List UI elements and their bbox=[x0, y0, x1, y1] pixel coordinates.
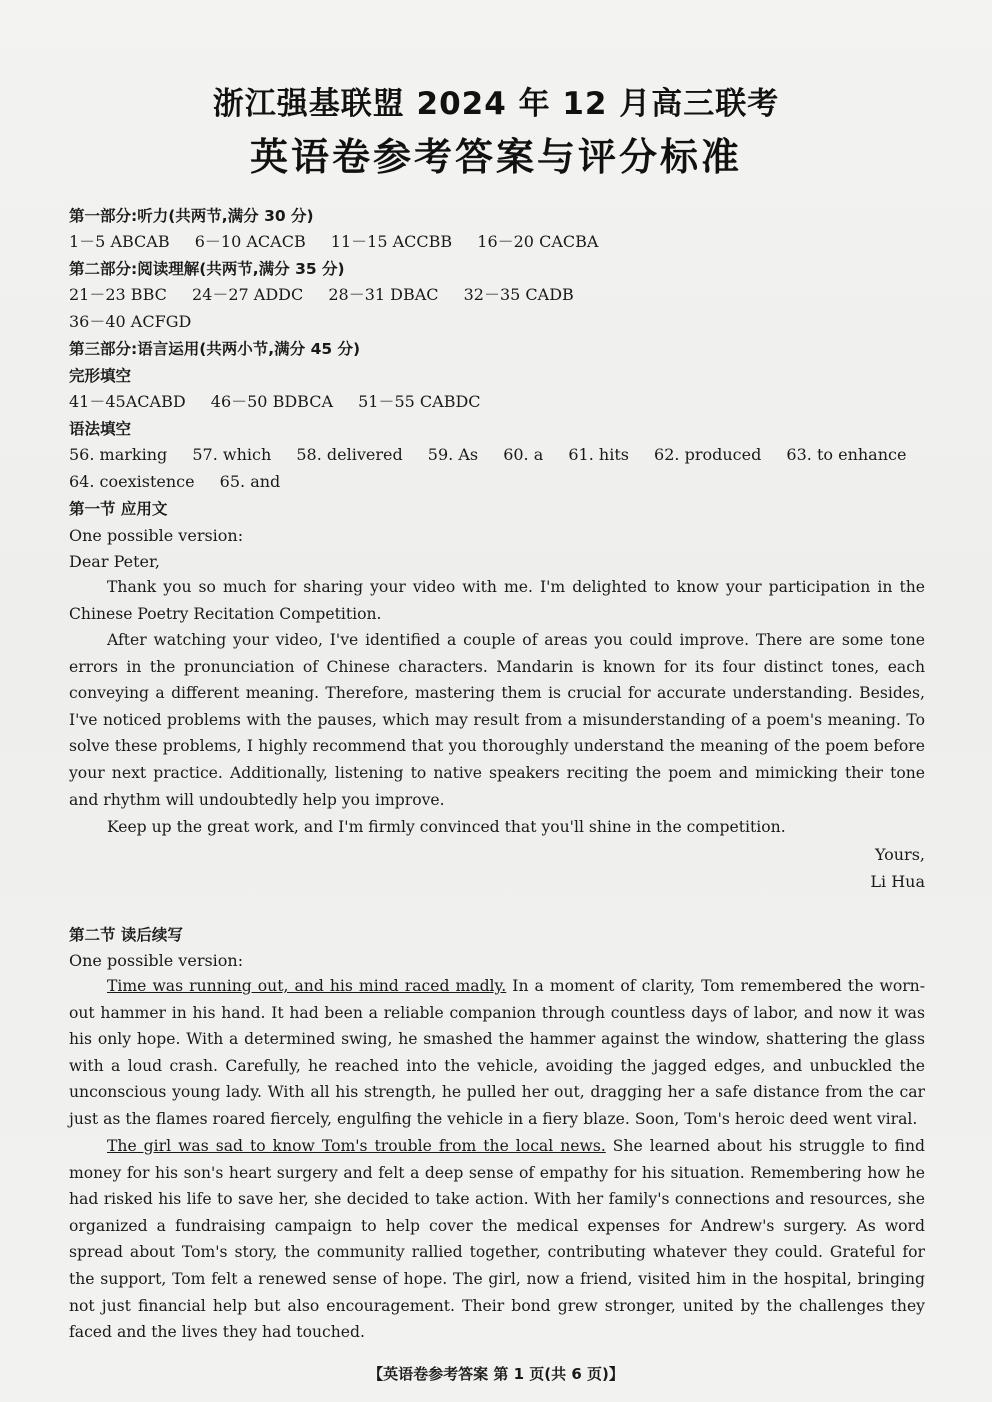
answer-group: 11－15 ACCBB bbox=[330, 232, 453, 251]
answer-item: 64. coexistence bbox=[69, 472, 195, 491]
letter-greeting: Dear Peter, bbox=[69, 552, 160, 571]
section2-heading: 第二节 读后续写 bbox=[69, 926, 183, 944]
answer-item: 60. a bbox=[503, 445, 544, 464]
answer-group: 46－50 BDBCA bbox=[210, 392, 334, 411]
cloze-heading: 完形填空 bbox=[69, 367, 132, 385]
section1-intro: One possible version: bbox=[69, 526, 244, 545]
answer-group: 24－27 ADDC bbox=[191, 285, 304, 304]
answer-group: 51－55 CABDC bbox=[358, 392, 481, 411]
part2-heading: 第二部分:阅读理解(共两节,满分 35 分) bbox=[69, 260, 345, 278]
answer-group: 21－23 BBC bbox=[69, 285, 167, 304]
answer-group: 28－31 DBAC bbox=[328, 285, 439, 304]
given-opening-sentence: The girl was sad to know Tom's trouble from the local news. bbox=[107, 1137, 606, 1155]
part2-answers-row2 bbox=[69, 312, 929, 332]
letter-paragraph: After watching your video, I've identified a couple of areas you could improve. There are some tone errors in the pronunciation of Chinese characters. Mandarin is known for its four distinct tones, each conveying a different meaning. Therefore, mastering them is crucial for accurate understanding. Besides, I've noticed problems with the pauses, which may result from a misunderstanding of a poem's meaning. To solve these problems, I highly recommend that you thoroughly understand the meaning of the poem before your next practice. Additionally, listening to native speakers reciting the poem and mimicking their tone and rhythm will undoubtedly help you improve. bbox=[69, 631, 925, 809]
story-paragraph-2 bbox=[69, 1133, 925, 1346]
part2-answers-row1 bbox=[69, 285, 929, 305]
answer-group: 41－45ACABD bbox=[69, 392, 186, 411]
answer-item: 56. marking bbox=[69, 445, 168, 464]
answer-item: 58. delivered bbox=[296, 445, 403, 464]
letter-paragraph: Thank you so much for sharing your video with me. I'm delighted to know your participation in the Chinese Poetry Recitation Competition. bbox=[69, 578, 925, 623]
letter-paragraph: Keep up the great work, and I'm firmly convinced that you'll shine in the competition. bbox=[107, 818, 786, 836]
story-text: She learned about his struggle to find money for his son's heart surgery and felt a deep sense of empathy for his situation. Remembering how he had risked his life to save her, she decided to take action. With her family's connections and resources, she organized a fundraising campaign to help cover the medical expenses for Andrew's surgery. As word spread about Tom's story, the community rallied together, contributing whatever they could. Grateful for the support, Tom felt a renewed sense of hope. The girl, now a friend, visited him in the hospital, bringing not just financial help but also encouragement. Their bond grew stronger, united by the challenges they faced and the lives they had touched. bbox=[69, 1137, 925, 1342]
document-title: 英语卷参考答案与评分标准 bbox=[249, 135, 742, 179]
exam-title: 浙江强基联盟 2024 年 12 月高三联考 bbox=[212, 86, 780, 122]
section1-heading: 第一节 应用文 bbox=[69, 500, 168, 518]
answer-group: 36－40 ACFGD bbox=[69, 312, 192, 331]
story-paragraph-1 bbox=[69, 973, 925, 1133]
part1-answers bbox=[69, 232, 929, 252]
grammar-answers-row1 bbox=[69, 445, 929, 465]
part3-heading: 第三部分:语言运用(共两小节,满分 45 分) bbox=[69, 340, 361, 358]
answer-item: 65. and bbox=[219, 472, 281, 491]
answer-item: 59. As bbox=[427, 445, 479, 464]
answer-item: 57. which bbox=[192, 445, 272, 464]
answer-group: 32－35 CADB bbox=[463, 285, 574, 304]
letter-signature: Li Hua bbox=[870, 872, 925, 891]
grammar-heading: 语法填空 bbox=[69, 420, 132, 438]
letter-closing: Yours, bbox=[874, 845, 925, 864]
section2-intro: One possible version: bbox=[69, 951, 244, 970]
given-opening-sentence: Time was running out, and his mind raced madly. bbox=[107, 977, 507, 995]
answer-group: 1－5 ABCAB bbox=[69, 232, 170, 251]
answer-item: 61. hits bbox=[568, 445, 629, 464]
part1-heading: 第一部分:听力(共两节,满分 30 分) bbox=[69, 207, 314, 225]
answer-group: 6－10 ACACB bbox=[194, 232, 306, 251]
cloze-answers bbox=[69, 392, 929, 412]
answer-item: 62. produced bbox=[654, 445, 762, 464]
answer-item: 63. to enhance bbox=[786, 445, 907, 464]
answer-group: 16－20 CACBA bbox=[477, 232, 599, 251]
grammar-answers-row2 bbox=[69, 472, 929, 492]
story-text: In a moment of clarity, Tom remembered the worn-out hammer in his hand. It had been a reliable companion through countless days of labor, and now it was his only hope. With a determined swing, he smashed the hammer against the window, shattering the glass with a loud crash. Carefully, he reached into the vehicle, avoiding the jagged edges, and unbuckled the unconscious young lady. With all his strength, he pulled her out, dragging her a safe distance from the car just as the flames roared fiercely, engulfing the vehicle in a fiery blaze. Soon, Tom's heroic deed went viral. bbox=[69, 977, 925, 1128]
page-footer: 【英语卷参考答案 第 1 页(共 6 页)】 bbox=[368, 1365, 624, 1383]
